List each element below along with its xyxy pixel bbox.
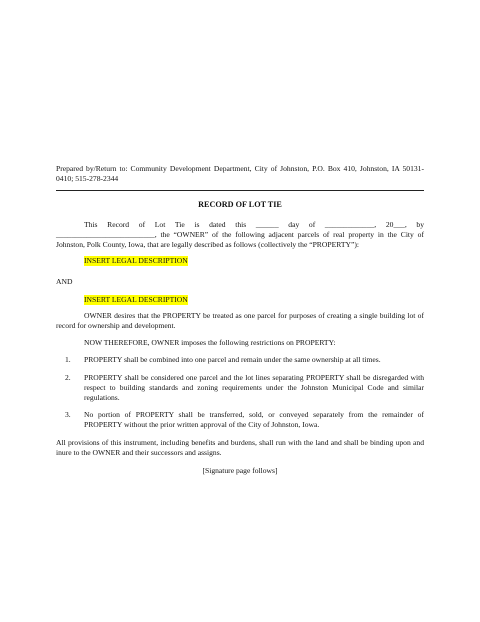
signature-page-note: [Signature page follows] <box>202 466 278 476</box>
restriction-item <box>56 373 424 404</box>
restriction-item <box>56 410 424 430</box>
restriction-number: 1. <box>65 355 71 365</box>
restriction-item <box>56 355 424 365</box>
restriction-number: 3. <box>65 410 71 420</box>
header-divider <box>56 190 424 191</box>
closing-paragraph: All provisions of this instrument, including benefits and burdens, shall run with the land and shall be binding upon and inure to the OWNER and their successors and assigns. <box>56 437 424 457</box>
restriction-text: PROPERTY shall be combined into one parcel and remain under the same ownership at all times. <box>84 355 381 365</box>
restriction-number: 2. <box>65 372 71 382</box>
legal-description-1-text: INSERT LEGAL DESCRIPTION <box>84 256 188 266</box>
document-body <box>56 164 424 476</box>
restriction-text: PROPERTY shall be considered one parcel and the lot lines separating PROPERTY shall be disregarded with respect to building standards and zoning requirements under the Johnston Municipal Code and similar regulations. <box>84 372 424 403</box>
now-therefore-paragraph: NOW THEREFORE, OWNER imposes the following restrictions on PROPERTY: <box>84 338 336 348</box>
intro-paragraph: This Record of Lot Tie is dated this ______ day of _____________, 20___, by __________________________, the “OWNER” of the following adjacent parcels of real property in the City of Johnston, Polk County, Iowa, that are legally described as follows (collectively the “PROPERTY”): <box>56 219 424 250</box>
document-title: RECORD OF LOT TIE <box>198 200 282 210</box>
legal-description-1 <box>84 256 424 266</box>
and-label: AND <box>56 277 73 287</box>
restriction-text: No portion of PROPERTY shall be transferred, sold, or conveyed separately from the remainder of PROPERTY without the prior written approval of the City of Johnston, Iowa. <box>84 410 424 430</box>
legal-description-2-text: INSERT LEGAL DESCRIPTION <box>84 294 188 304</box>
owner-desire-paragraph: OWNER desires that the PROPERTY be treated as one parcel for purposes of creating a single building lot of record for ownership and development. <box>56 310 424 331</box>
legal-description-2 <box>84 295 424 305</box>
prepared-by-line: Prepared by/Return to: Community Development Department, City of Johnston, P.O. Box 410, Johnston, IA 50131-0410; 515-278-2344 <box>56 164 424 184</box>
